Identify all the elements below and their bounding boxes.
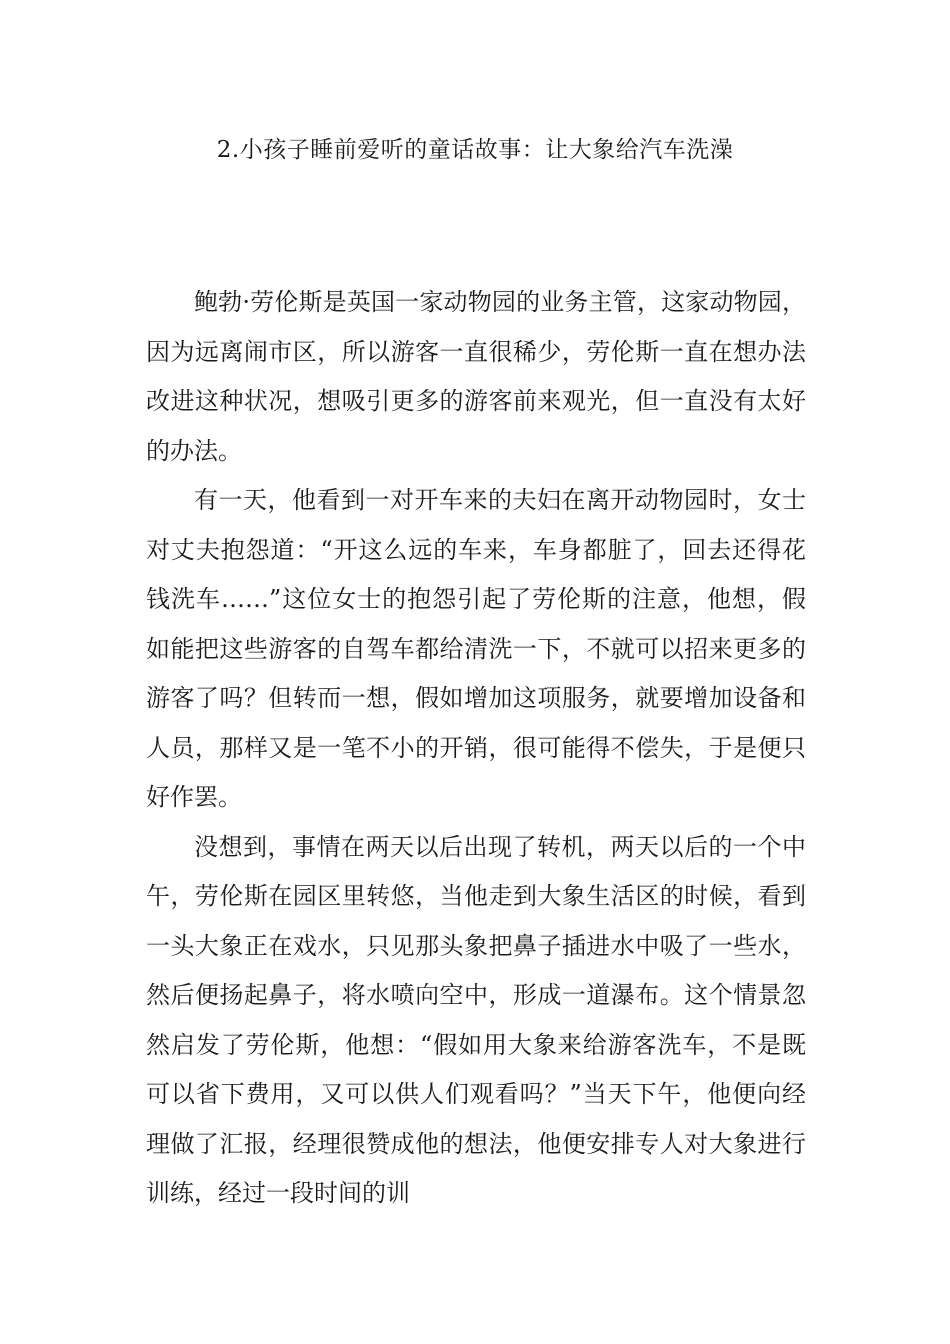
paragraph-1: 鲍勃·劳伦斯是英国一家动物园的业务主管，这家动物园，因为远离闹市区，所以游客一直很稀少，劳伦斯一直在想办法改进这种状况，想吸引更多的游客前来观光，但一直没有太好的办法。 (146, 288, 806, 465)
document-title: 2.小孩子睡前爱听的童话故事：让大象给汽车洗澡 (216, 137, 734, 163)
document-body (146, 278, 806, 1219)
paragraph-2: 有一天，他看到一对开车来的夫妇在离开动物园时，女士对丈夫抱怨道：“开这么远的车来，车身都脏了，回去还得花钱洗车……”这位女士的抱怨引起了劳伦斯的注意，他想，假如能把这些游客的自驾车都给清洗一下，不就可以招来更多的游客了吗？但转而一想，假如增加这项服务，就要增加设备和人员，那样又是一笔不小的开销，很可能得不偿失，于是便只好作罢。 (146, 486, 806, 811)
paragraph-3: 没想到，事情在两天以后出现了转机，两天以后的一个中午，劳伦斯在园区里转悠，当他走到大象生活区的时候，看到一头大象正在戏水，只见那头象把鼻子插进水中吸了一些水，然后便扬起鼻子，将水喷向空中，形成一道瀑布。这个情景忽然启发了劳伦斯，他想：“假如用大象来给游客洗车，不是既可以省下费用，又可以供人们观看吗？”当天下午，他便向经理做了汇报，经理很赞成他的想法，他便安排专人对大象进行训练，经过一段时间的训 (146, 832, 806, 1207)
